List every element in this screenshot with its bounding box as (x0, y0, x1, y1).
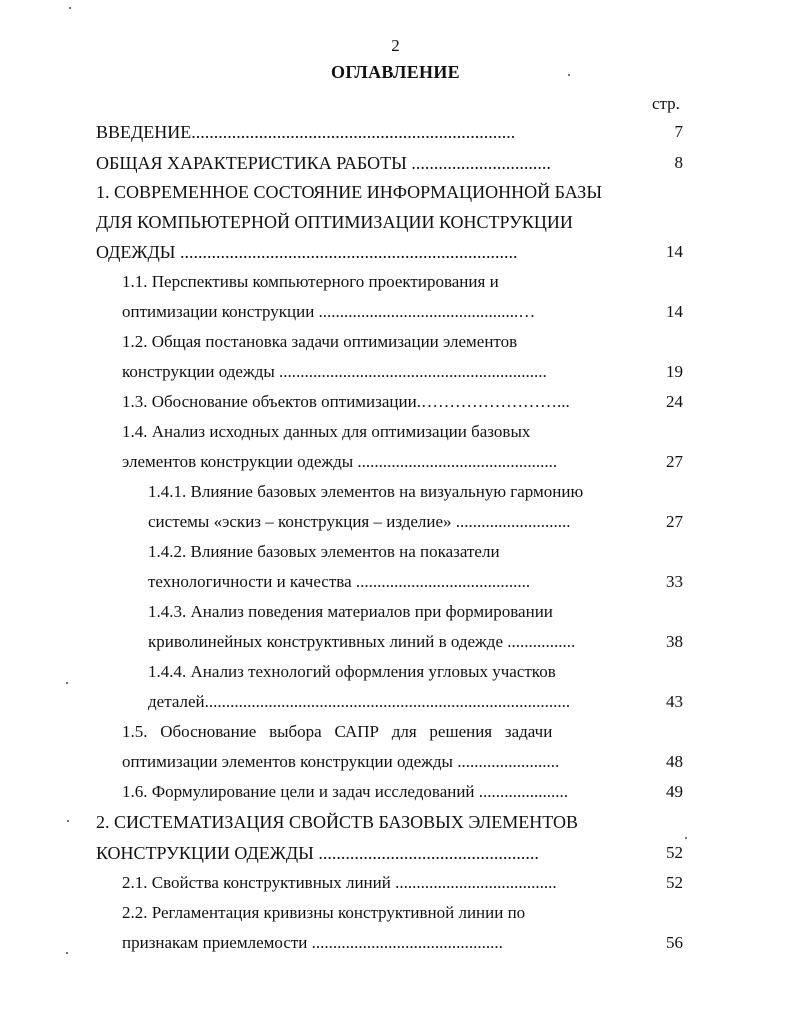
toc-entry-text: технологичности и качества ......................................... (148, 572, 531, 591)
toc-entry-text: 1. СОВРЕМЕННОЕ СОСТОЯНИЕ ИНФОРМАЦИОННОЙ БАЗЫ (96, 182, 603, 202)
toc-entry-text: 1.4.4. Анализ технологий оформления угловых участков (148, 662, 556, 681)
toc-entry-text: 2. СИСТЕМАТИЗАЦИЯ СВОЙСТВ БАЗОВЫХ ЭЛЕМЕНТОВ (96, 812, 579, 832)
toc-entry-page: 38 (666, 632, 683, 651)
toc-entry-text: конструкции одежды ............................................................... (122, 362, 547, 381)
toc-entry-text: КОНСТРУКЦИИ ОДЕЖДЫ ................................................. (96, 843, 539, 863)
toc-entry-text: 1.6. Формулирование цели и задач исследований ..................... (122, 782, 569, 801)
toc-entry-page: 7 (674, 122, 683, 141)
toc-entry-page: 56 (666, 933, 683, 952)
toc-entry-text: деталей...................................................................................... (148, 692, 571, 711)
toc-entry-page: 14 (666, 242, 683, 261)
toc-entry-text: признакам приемлемости ............................................. (122, 933, 503, 952)
pages-column-label: стр. (652, 94, 680, 113)
toc-entry-page: 14 (666, 302, 683, 321)
toc-entry-text: 1.5. Обоснование выбора САПР для решения задачи (122, 722, 553, 741)
scan-speck (67, 820, 69, 822)
toc-entry-text: ДЛЯ КОМПЬЮТЕРНОЙ ОПТИМИЗАЦИИ КОНСТРУКЦИИ (96, 212, 573, 232)
toc-entry-page: 43 (666, 692, 683, 711)
toc-entry-text: элементов конструкции одежды ............................................... (122, 452, 558, 471)
page-title: ОГЛАВЛЕНИЕ (331, 62, 460, 82)
scan-speck (685, 837, 687, 839)
toc-entry-text: криволинейных конструктивных линий в одежде ................ (148, 632, 576, 651)
toc-entry-page: 48 (666, 752, 683, 771)
toc-entry-page: 27 (666, 452, 683, 471)
toc-entry-text: 1.1. Перспективы компьютерного проектирования и (122, 272, 499, 291)
scan-speck (568, 74, 570, 76)
toc-entry-text: ОБЩАЯ ХАРАКТЕРИСТИКА РАБОТЫ ............................... (96, 153, 551, 173)
toc-entry-text: ВВЕДЕНИЕ........................................................................ (96, 122, 516, 142)
toc-entry-text: 1.4.2. Влияние базовых элементов на показатели (148, 542, 500, 561)
toc-entry-page: 49 (666, 782, 683, 801)
toc-entry-page: 24 (666, 392, 683, 411)
toc-entry-text: 2.2. Регламентация кривизны конструктивной линии по (122, 903, 526, 922)
toc-entry-text: ОДЕЖДЫ ........................................................................... (96, 242, 518, 262)
toc-entry-text: 1.4. Анализ исходных данных для оптимизации базовых (122, 422, 531, 441)
toc-entry-text: оптимизации конструкции ...............................................… (122, 302, 536, 321)
toc-entry-text: 1.2. Общая постановка задачи оптимизации элементов (122, 332, 518, 351)
toc-entry-page: 27 (666, 512, 683, 531)
toc-entry-page: 8 (674, 153, 683, 172)
toc-entry-page: 19 (666, 362, 683, 381)
scan-speck (66, 682, 68, 684)
toc-entry-text: 1.4.3. Анализ поведения материалов при формировании (148, 602, 553, 621)
toc-entry-text: 2.1. Свойства конструктивных линий ...................................... (122, 873, 557, 892)
scan-speck (69, 7, 71, 9)
scan-speck (66, 952, 68, 954)
toc-entry-page: 33 (666, 572, 683, 591)
toc-entry-text: оптимизации элементов конструкции одежды ........................ (122, 752, 560, 771)
toc-entry-page: 52 (666, 873, 683, 892)
toc-entry-text: системы «эскиз – конструкция – изделие» ........................... (148, 512, 571, 531)
page-number: 2 (391, 36, 400, 55)
toc-entry-text: 1.3. Обоснование объектов оптимизации.……………………... (122, 392, 570, 411)
toc-entry-page: 52 (666, 843, 683, 862)
toc-entry-text: 1.4.1. Влияние базовых элементов на визуальную гармонию (148, 482, 584, 501)
